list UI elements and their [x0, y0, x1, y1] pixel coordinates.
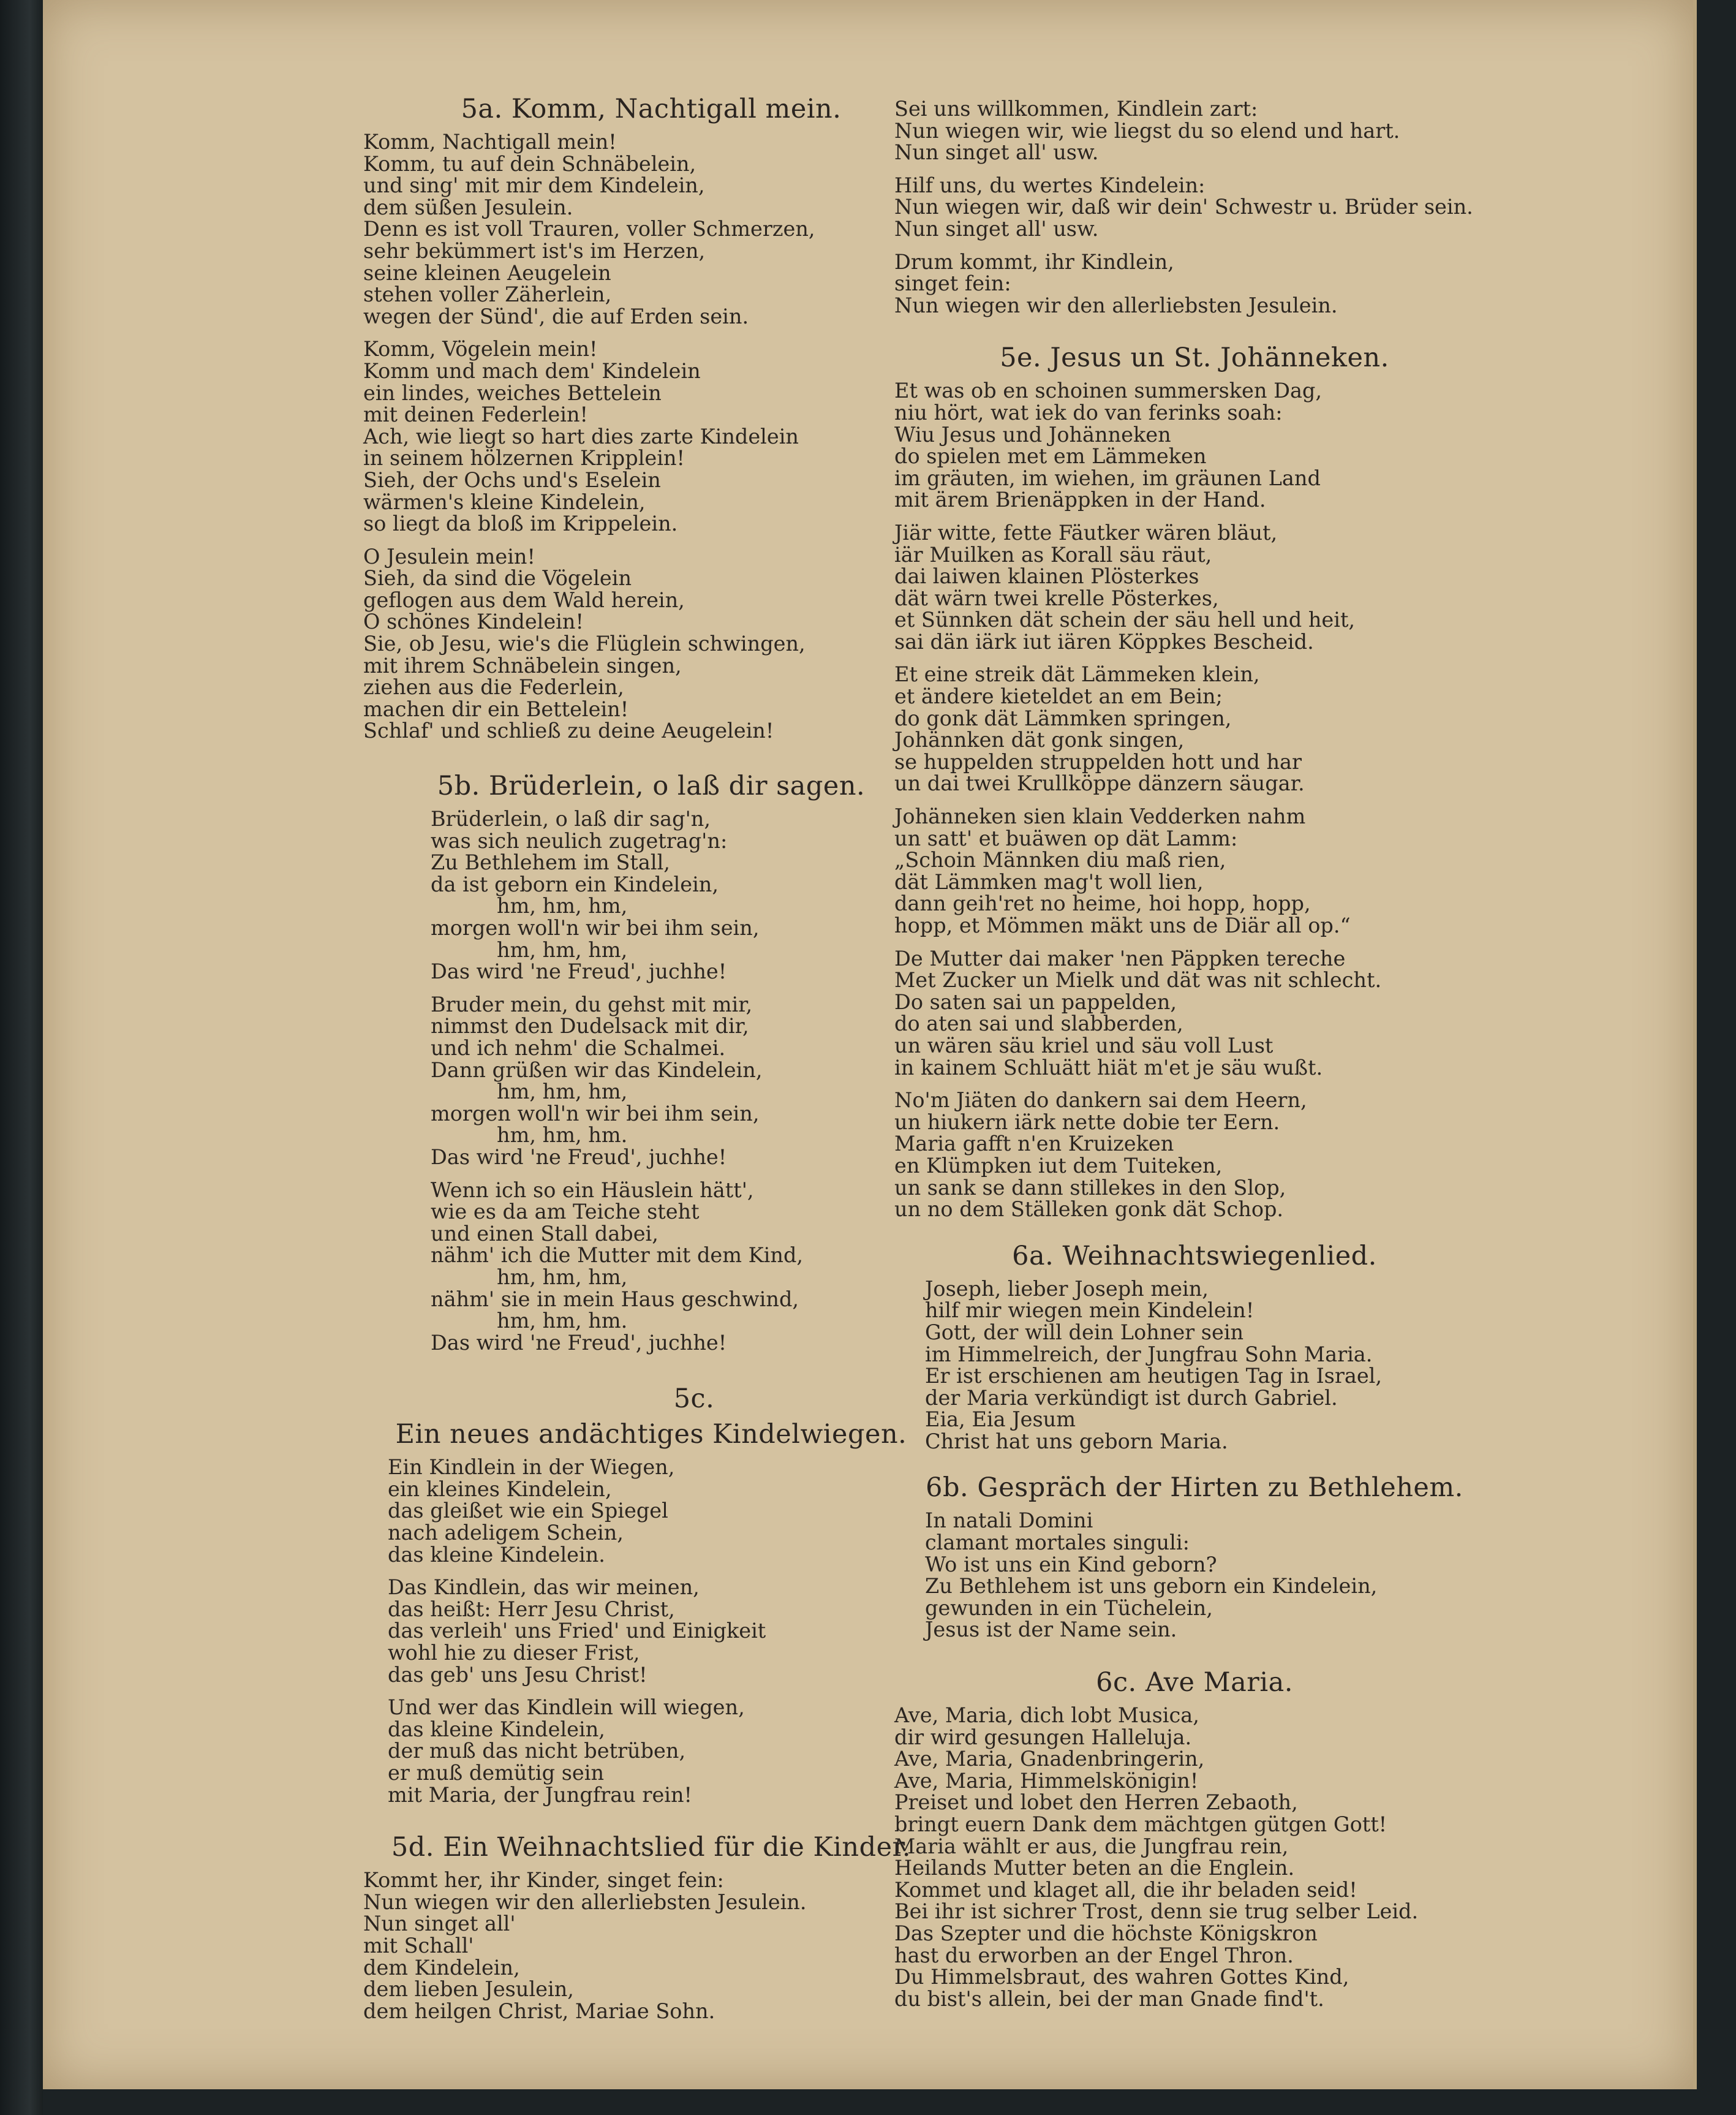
verse-line: stehen voller Zäherlein, [363, 282, 612, 307]
song-5a [363, 92, 939, 742]
verse-line: un satt' et buäwen op dät Lamm: [894, 826, 1238, 850]
verse-line: dem Kindelein, [363, 1955, 520, 1980]
stanza [363, 1869, 939, 2022]
verse-line: nähm' sie in mein Haus geschwind, [431, 1287, 799, 1311]
song-5e [894, 341, 1495, 1220]
verse-line: nähm' ich die Mutter mit dem Kind, [431, 1243, 804, 1268]
stanza [431, 994, 939, 1168]
verse-line: hm, hm, hm, [497, 1080, 628, 1104]
verse-line: hm, hm, hm. [497, 1123, 628, 1148]
song-stanzas [363, 808, 939, 1353]
verse-line: Wo ist uns ein Kind geborn? [925, 1552, 1217, 1576]
verse-line: dir wird gesungen Halleluja. [894, 1725, 1192, 1749]
verse-line: Und wer das Kindlein will wiegen, [388, 1695, 745, 1720]
verse-line: dem süßen Jesulein. [363, 195, 573, 219]
verse-line: wärmen's kleine Kindelein, [363, 490, 646, 514]
verse-line: machen dir ein Bettelein! [363, 697, 629, 721]
verse-line: Sie, ob Jesu, wie's die Flüglein schwingen, [363, 632, 806, 656]
stanza [363, 546, 939, 742]
stanza [431, 808, 939, 983]
verse-line: Wiu Jesus und Johänneken [894, 422, 1171, 447]
song-stanzas [363, 131, 939, 742]
verse-line: und einen Stall dabei, [431, 1221, 659, 1246]
verse-line: De Mutter dai maker 'nen Päppken tereche [894, 946, 1346, 970]
verse-line: Johännken dät gonk singen, [894, 728, 1185, 752]
verse-line: Jiär witte, fette Fäutker wären bläut, [894, 520, 1278, 545]
verse-line: Kommet und klaget all, die ihr beladen seid! [894, 1877, 1357, 1902]
song-title: 6a. Weihnachtswiegenlied. [1012, 1240, 1377, 1271]
verse-line: mit ihrem Schnäbelein singen, [363, 653, 682, 678]
verse-line: dem lieben Jesulein, [363, 1977, 574, 2002]
stanza [894, 948, 1495, 1079]
verse-line: Komm, Nachtigall mein! [363, 130, 617, 154]
verse-line: un no dem Ställeken gonk dät Schop. [894, 1197, 1284, 1222]
verse-line: hm, hm, hm, [497, 937, 628, 962]
verse-line: er muß demütig sein [388, 1761, 605, 1785]
verse-line: Nun wiegen wir, wie liegst du so elend und hart. [894, 118, 1400, 143]
song-5c [363, 1382, 939, 1806]
verse-line: Dann grüßen wir das Kindelein, [431, 1058, 763, 1082]
verse-line: Nun wiegen wir, daß wir dein' Schwestr u. Brüder sein. [894, 195, 1473, 219]
verse-line: dann geih'ret no heime, hoi hopp, hopp, [894, 891, 1311, 916]
verse-line: Sei uns willkommen, Kindlein zart: [894, 97, 1258, 121]
verse-line: Met Zucker un Mielk und dät was nit schlecht. [894, 968, 1382, 993]
verse-line: Kommt her, ihr Kinder, singet fein: [363, 1868, 724, 1893]
verse-line: hm, hm, hm. [497, 1309, 628, 1333]
verse-line: do gonk dät Lämmken springen, [894, 706, 1232, 730]
verse-line: hilf mir wiegen mein Kindelein! [925, 1298, 1255, 1323]
verse-line: morgen woll'n wir bei ihm sein, [431, 916, 760, 940]
stanza [894, 251, 1495, 317]
verse-line: das kleine Kindelein, [388, 1717, 605, 1741]
verse-line: en Klümpken iut dem Tuiteken, [894, 1153, 1223, 1178]
verse-line: hm, hm, hm, [497, 894, 628, 918]
verse-line: wohl hie zu dieser Frist, [388, 1641, 640, 1665]
verse-line: nimmst den Dudelsack mit dir, [431, 1014, 749, 1039]
stanza [388, 1697, 939, 1806]
verse-line: mit Schall' [363, 1933, 474, 1958]
verse-line: Ave, Maria, dich lobt Musica, [894, 1703, 1199, 1728]
verse-line: Das Szepter und die höchste Königskron [894, 1921, 1318, 1945]
verse-line: mit ärem Brienäppken in der Hand. [894, 488, 1266, 512]
verse-line: O schönes Kindelein! [363, 610, 584, 634]
verse-line: sehr bekümmert ist's im Herzen, [363, 238, 706, 263]
verse-line: Komm und mach dem' Kindelein [363, 358, 701, 383]
verse-line: der muß das nicht betrüben, [388, 1739, 686, 1763]
verse-line: Et eine streik dät Lämmeken klein, [894, 662, 1260, 687]
song-6a [894, 1239, 1495, 1453]
verse-line: morgen woll'n wir bei ihm sein, [431, 1101, 760, 1126]
verse-line: Et was ob en schoinen summersken Dag, [894, 379, 1323, 403]
verse-line: da ist geborn ein Kindelein, [431, 872, 719, 896]
verse-line: Jesus ist der Name sein. [925, 1617, 1177, 1642]
stanza [388, 1576, 939, 1686]
verse-line: In natali Domini [925, 1508, 1093, 1533]
verse-line: Joseph, lieber Joseph mein, [925, 1276, 1209, 1301]
verse-line: Wenn ich so ein Häuslein hätt', [431, 1178, 754, 1202]
verse-line: mit deinen Federlein! [363, 403, 589, 427]
verse-line: Er ist erschienen am heutigen Tag in Israel, [925, 1364, 1383, 1388]
stanza [894, 664, 1495, 795]
verse-line: se huppelden struppelden hott und har [894, 749, 1302, 774]
verse-line: sai dän iärk iut iären Köppkes Bescheid. [894, 629, 1314, 654]
verse-line: und ich nehm' die Schalmei. [431, 1035, 726, 1060]
verse-line: Bei ihr ist sichrer Trost, denn sie trug selber Leid. [894, 1899, 1419, 1924]
verse-line: ein kleines Kindelein, [388, 1477, 612, 1501]
stanza [363, 338, 939, 534]
verse-line: Denn es ist voll Trauren, voller Schmerzen, [363, 217, 815, 241]
song-stanzas [894, 1278, 1495, 1453]
verse-line: hopp, et Mömmen mäkt uns de Diär all op.“ [894, 914, 1351, 937]
song-5d-continued [894, 98, 1495, 316]
verse-line: das geb' uns Jesu Christ! [388, 1662, 647, 1687]
verse-line: un hiukern iärk nette dobie ter Eern. [894, 1110, 1280, 1134]
verse-line: O Jesulein mein! [363, 544, 535, 569]
verse-line: in seinem hölzernen Kripplein! [363, 446, 685, 471]
song-title: Ein neues andächtiges Kindelwiegen. [395, 1419, 907, 1450]
verse-line: Sieh, der Ochs und's Eselein [363, 467, 661, 492]
song-title: 5a. Komm, Nachtigall mein. [461, 94, 842, 124]
verse-line: wegen der Sünd', die auf Erden sein. [363, 304, 749, 328]
song-5d [363, 1830, 939, 2022]
song-6b [894, 1470, 1495, 1641]
verse-line: iär Muilken as Korall säu räut, [894, 542, 1212, 567]
verse-line: Preiset und lobet den Herren Zebaoth, [894, 1790, 1298, 1815]
verse-line: do spielen met em Lämmeken [894, 444, 1207, 469]
verse-line: Ein Kindlein in der Wiegen, [388, 1455, 675, 1480]
verse-line: Nun singet all' usw. [894, 216, 1099, 241]
verse-line: Johänneken sien klain Vedderken nahm [894, 804, 1306, 829]
book-binding [0, 0, 43, 2115]
verse-line: Heilands Mutter beten an die Englein. [894, 1856, 1295, 1880]
verse-line: bringt euern Dank dem mächtgen gütgen Gott! [894, 1812, 1387, 1836]
verse-line: dät Lämmken mag't woll lien, [894, 869, 1204, 894]
verse-line: mit Maria, der Jungfrau rein! [388, 1782, 693, 1807]
verse-line: Nun singet all' [363, 1912, 516, 1936]
verse-line: Hilf uns, du wertes Kindelein: [894, 173, 1206, 197]
verse-line: Das wird 'ne Freud', juchhe! [431, 1330, 727, 1355]
stanza [894, 522, 1495, 653]
verse-line: Sieh, da sind die Vögelein [363, 566, 632, 591]
verse-line: singet fein: [894, 271, 1011, 296]
verse-line: Do saten sai un pappelden, [894, 989, 1177, 1014]
verse-line: und sing' mit mir dem Kindelein, [363, 173, 705, 198]
verse-line: Schlaf' und schließ zu deine Aeugelein! [363, 719, 774, 743]
verse-line: der Maria verkündigt ist durch Gabriel. [925, 1385, 1338, 1410]
verse-line: Nun wiegen wir den allerliebsten Jesulein. [363, 1890, 807, 1914]
verse-line: im gräuten, im wiehen, im gräunen Land [894, 466, 1321, 490]
verse-line: Drum kommt, ihr Kindlein, [894, 249, 1174, 274]
verse-line: Christ hat uns geborn Maria. [925, 1429, 1228, 1453]
verse-line: Maria wählt er aus, die Jungfrau rein, [894, 1834, 1289, 1858]
song-stanzas [894, 1510, 1495, 1641]
stanza [894, 1704, 1495, 2010]
stanza [431, 1179, 939, 1354]
verse-line: das kleine Kindelein. [388, 1542, 605, 1567]
verse-line: das heißt: Herr Jesu Christ, [388, 1597, 675, 1621]
verse-line: Komm, Vögelein mein! [363, 337, 598, 361]
verse-line: du bist's allein, bei der man Gnade find't. [894, 1986, 1324, 2011]
verse-line: Nun wiegen wir den allerliebsten Jesulein. [894, 293, 1338, 317]
song-title: 5d. Ein Weihnachtslied für die Kinder. [391, 1832, 911, 1863]
song-stanzas [894, 380, 1495, 1220]
verse-line: ziehen aus die Federlein, [363, 675, 624, 700]
song-title: 5b. Brüderlein, o laß dir sagen. [437, 771, 866, 802]
song-title: 6c. Ave Maria. [1096, 1667, 1293, 1698]
stanza [894, 806, 1495, 937]
verse-line: Zu Bethlehem ist uns geborn ein Kindelein, [925, 1574, 1378, 1599]
song-title: 5e. Jesus un St. Johänneken. [1000, 342, 1389, 374]
verse-line: Ave, Maria, Gnadenbringerin, [894, 1747, 1205, 1771]
verse-line: un dai twei Krullköppe dänzern säugar. [894, 771, 1305, 796]
verse-line: et ändere kieteldet an em Bein; [894, 684, 1223, 709]
verse-line: Nun singet all' usw. [894, 140, 1099, 165]
verse-line: das gleißet wie ein Spiegel [388, 1499, 668, 1523]
verse-line: im Himmelreich, der Jungfrau Sohn Maria. [925, 1342, 1373, 1366]
song-stanzas [894, 1704, 1495, 2010]
left-column [363, 92, 939, 2051]
verse-line: ein lindes, weiches Bettelein [363, 380, 662, 405]
verse-line: hm, hm, hm, [497, 1265, 628, 1289]
verse-line: Ave, Maria, Himmelskönigin! [894, 1768, 1199, 1793]
verse-line: was sich neulich zugetrag'n: [431, 828, 728, 853]
verse-line: seine kleinen Aeugelein [363, 260, 611, 285]
stanza [925, 1278, 1495, 1453]
song-stanzas [894, 98, 1495, 316]
verse-line: dai laiwen klainen Plösterkes [894, 564, 1199, 589]
verse-line: wie es da am Teiche steht [431, 1200, 700, 1224]
verse-line: gewunden in ein Tüchelein, [925, 1595, 1213, 1620]
verse-line: in kainem Schluätt hiät m'et je säu wußt. [894, 1055, 1323, 1080]
stanza [894, 1089, 1495, 1220]
stanza [894, 380, 1495, 511]
verse-line: Gott, der will dein Lohner sein [925, 1320, 1244, 1344]
verse-line: geflogen aus dem Wald herein, [363, 588, 685, 612]
stanza [388, 1456, 939, 1565]
stanza [925, 1510, 1495, 1641]
verse-line: dät wärn twei krelle Pösterkes, [894, 586, 1219, 610]
verse-line: clamant mortales singuli: [925, 1530, 1190, 1555]
song-title: 6b. Gespräch der Hirten zu Bethlehem. [926, 1472, 1463, 1504]
song-stanzas [363, 1869, 939, 2022]
verse-line: so liegt da bloß im Krippelein. [363, 512, 678, 536]
verse-line: das verleih' uns Fried' und Einigkeit [388, 1619, 766, 1643]
verse-line: Maria gafft n'en Kruizeken [894, 1132, 1174, 1156]
verse-line: Komm, tu auf dein Schnäbelein, [363, 151, 696, 176]
right-column [894, 98, 1495, 2039]
verse-line: hast du erworben an der Engel Thron. [894, 1943, 1294, 1967]
verse-line: Das wird 'ne Freud', juchhe! [431, 959, 727, 984]
song-number: 5c. [673, 1383, 715, 1415]
verse-line: Du Himmelsbraut, des wahren Gottes Kind, [894, 1965, 1349, 1989]
verse-line: No'm Jiäten do dankern sai dem Heern, [894, 1088, 1307, 1113]
song-stanzas [363, 1456, 939, 1806]
song-5b [363, 769, 939, 1353]
verse-line: Ach, wie liegt so hart dies zarte Kindelein [363, 424, 799, 448]
stanza [363, 131, 939, 327]
verse-line: do aten sai und slabberden, [894, 1012, 1183, 1036]
verse-line: et Sünnken dät schein der säu hell und heit, [894, 608, 1356, 632]
song-6c [894, 1665, 1495, 2010]
verse-line: un sank se dann stillekes in den Slop, [894, 1175, 1286, 1200]
verse-line: Brüderlein, o laß dir sag'n, [431, 807, 711, 831]
verse-line: Eia, Eia Jesum [925, 1407, 1076, 1432]
verse-line: Bruder mein, du gehst mit mir, [431, 992, 753, 1016]
verse-line: dem heilgen Christ, Mariae Sohn. [363, 1999, 715, 2023]
stanza [894, 175, 1495, 240]
verse-line: Das Kindlein, das wir meinen, [388, 1575, 700, 1600]
book-page [43, 0, 1697, 2089]
stanza [894, 98, 1495, 164]
verse-line: nach adeligem Schein, [388, 1521, 624, 1545]
verse-line: niu hört, wat iek do van ferinks soah: [894, 400, 1283, 425]
verse-line: Zu Bethlehem im Stall, [431, 850, 670, 875]
verse-line: Das wird 'ne Freud', juchhe! [431, 1145, 727, 1169]
verse-line: „Schoin Männken diu maß rien, [894, 848, 1226, 872]
verse-line: un wären säu kriel und säu voll Lust [894, 1033, 1274, 1058]
